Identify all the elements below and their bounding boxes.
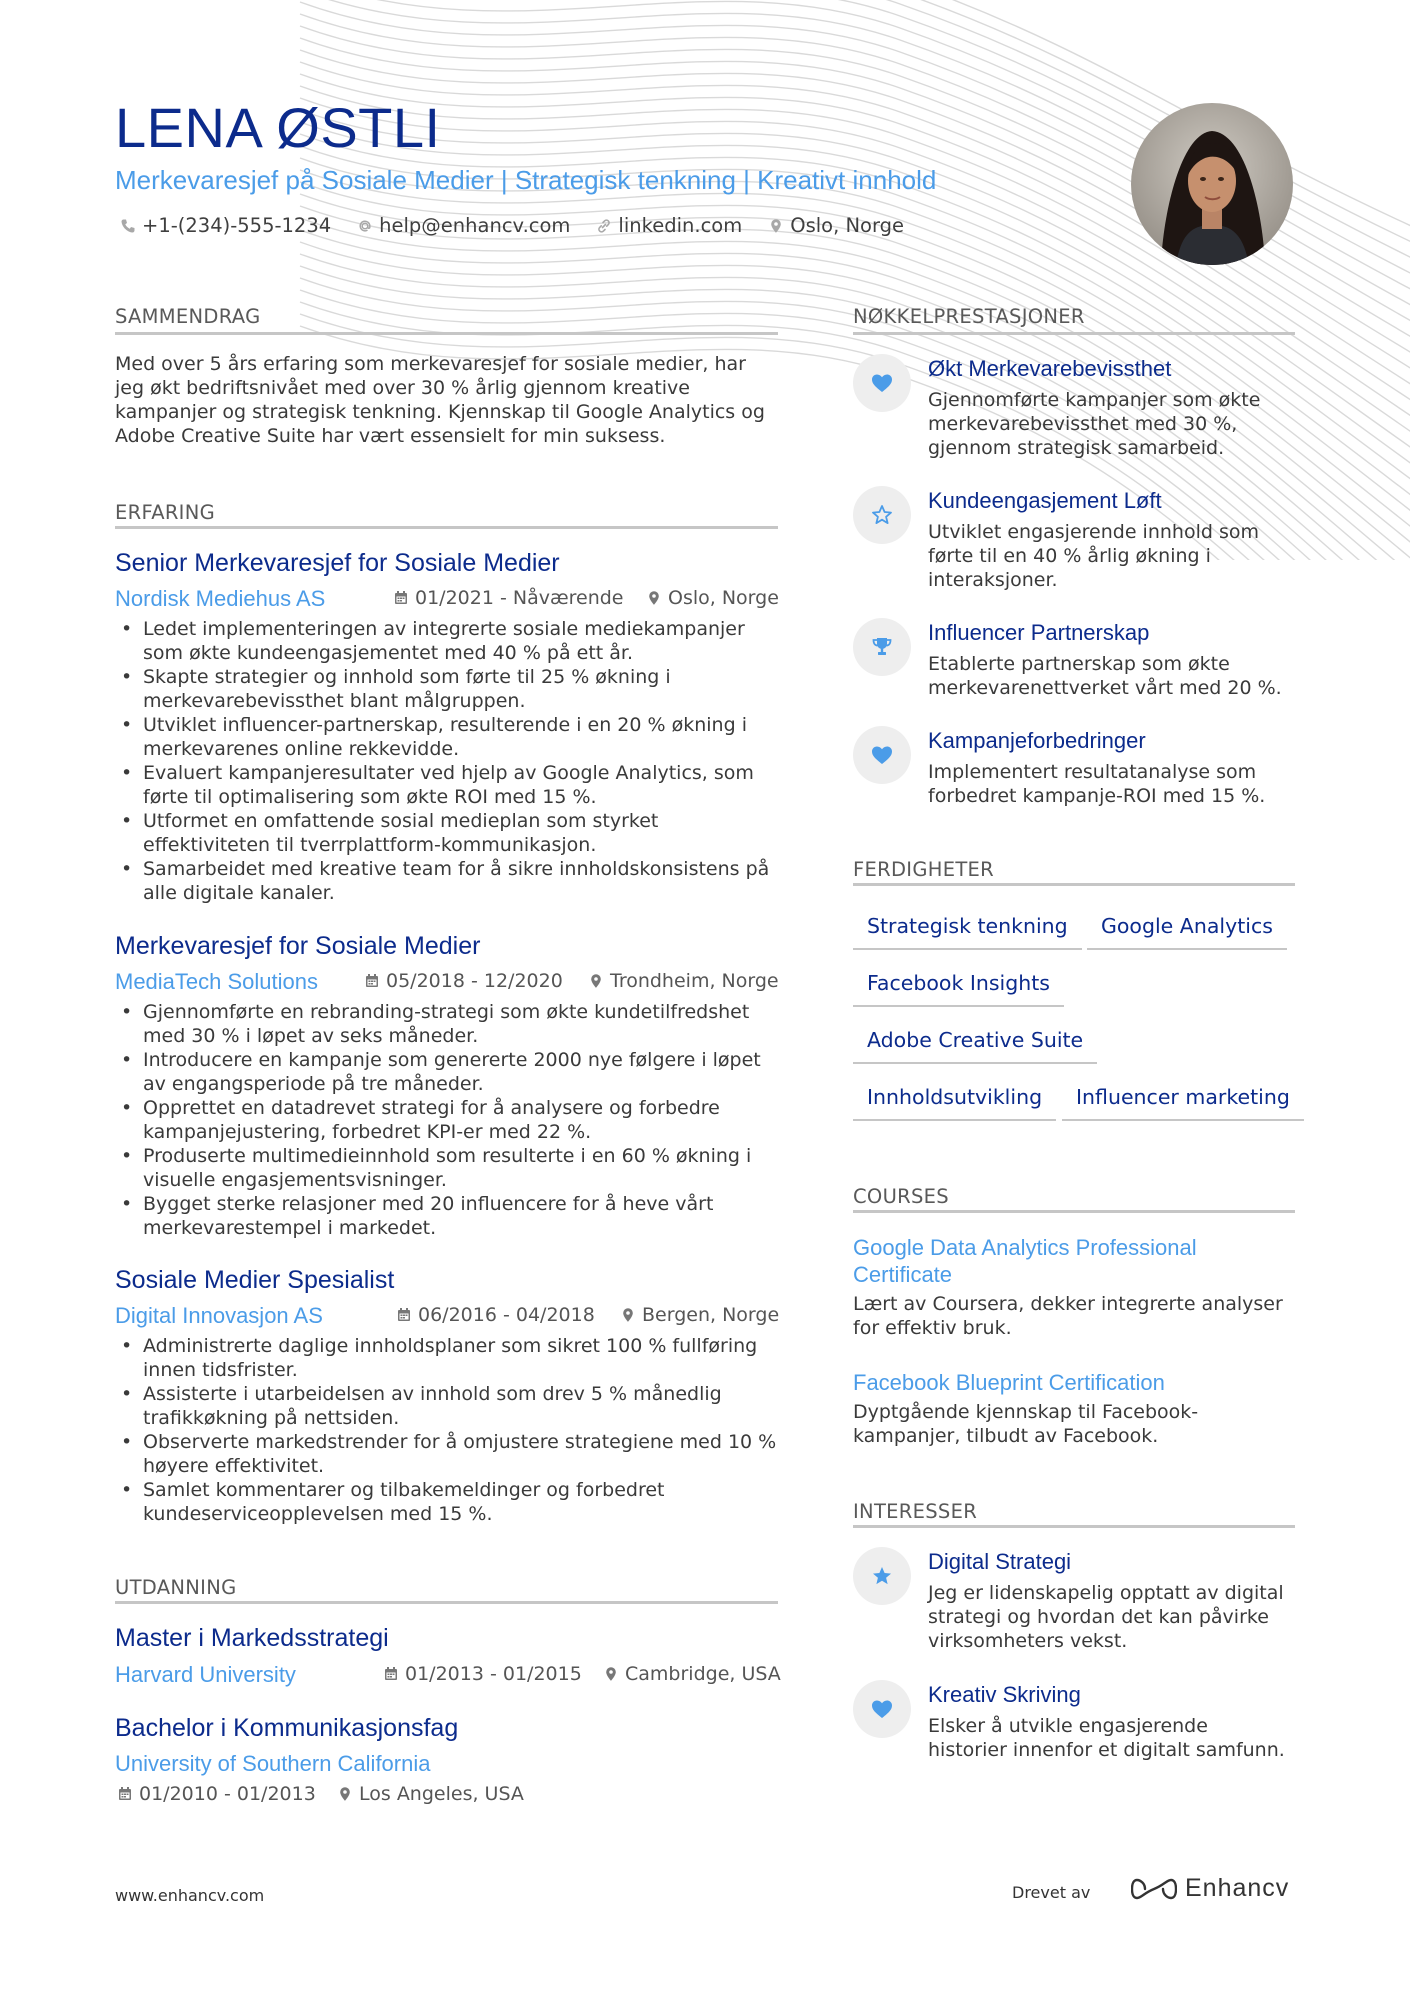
course-desc: Lært av Coursera, dekker integrerte analyser for effektiv bruk. [853, 1293, 1283, 1339]
location-icon [337, 1786, 353, 1802]
job-bullet: • Produserte multimedieinnhold som resulterte i en 60 % økning i visuelle engasjementsvisninger. [115, 1144, 778, 1192]
job-location [588, 970, 779, 992]
job-bullet: • Opprettet en datadrevet strategi for å analysere og forbedre kampanjejustering, forbedret KPI-er med 22 %. [115, 1096, 778, 1144]
contact-list [120, 214, 904, 237]
job-title: Merkevaresjef for Sosiale Medier [115, 932, 481, 960]
education-school: Harvard University [115, 1662, 296, 1687]
achievement-desc: Implementert resultatanalyse som forbedret kampanje-ROI med 15 %. [928, 761, 1266, 807]
section-divider [853, 332, 1295, 335]
job-dates-text: 01/2021 - Nåværende [415, 587, 624, 609]
at-icon [357, 218, 373, 234]
education-dates-text: 01/2013 - 01/2015 [405, 1663, 582, 1685]
interest-icon-circle [853, 1547, 911, 1605]
location-icon [768, 218, 784, 234]
section-title-experience: ERFARING [115, 501, 216, 524]
calendar-icon [396, 1307, 412, 1323]
achievement-desc: Utviklet engasjerende innhold som førte til en 40 % årlig økning i interaksjoner. [928, 521, 1259, 591]
job-bullet: • Samarbeidet med kreative team for å sikre innholdskonsistens på alle digitale kanaler. [115, 857, 778, 905]
education-location [603, 1663, 781, 1685]
job-bullet: • Administrerte daglige innholdsplaner som sikret 100 % fullføring innen tidsfrister. [115, 1334, 778, 1382]
candidate-name: LENA ØSTLI [115, 96, 441, 159]
job-dates [393, 587, 624, 609]
section-divider [853, 1525, 1295, 1528]
achievement-icon-circle [853, 486, 911, 544]
section-title-education: UTDANNING [115, 1576, 237, 1599]
phone-icon [120, 218, 136, 234]
skill-tag: Google Analytics [1087, 914, 1287, 950]
job-bullet: • Utformet en omfattende sosial medieplan som styrket effektiviteten til tverrplattform-kommunikasjon. [115, 809, 778, 857]
job-bullet: • Observerte markedstrender for å omjustere strategiene med 10 % høyere effektivitet. [115, 1430, 778, 1478]
calendar-icon [383, 1666, 399, 1682]
enhancv-brand-text: Enhancv [1185, 1874, 1290, 1902]
job-dates [396, 1304, 595, 1326]
link-icon [596, 218, 612, 234]
job-location-text: Trondheim, Norge [610, 970, 779, 992]
contact-linkedin[interactable] [596, 214, 742, 237]
job-bullets [115, 1334, 778, 1526]
job-dates-text: 06/2016 - 04/2018 [418, 1304, 595, 1326]
location-icon [588, 973, 604, 989]
section-divider [115, 526, 778, 529]
achievement-title: Influencer Partnerskap [928, 620, 1150, 645]
location-icon [603, 1666, 619, 1682]
job-location [646, 587, 779, 609]
achievement-icon-circle [853, 354, 911, 412]
calendar-icon [393, 590, 409, 606]
enhancv-logo-icon [1131, 1876, 1177, 1902]
course-title: Google Data Analytics Professional Certificate [853, 1235, 1197, 1287]
interest-desc: Jeg er lidenskapelig opptatt av digital strategi og hvordan det kan påvirke virksomheters vekst. [928, 1582, 1284, 1652]
education-degree: Master i Markedsstrategi [115, 1624, 389, 1652]
contact-location [768, 214, 904, 237]
star-icon [870, 1564, 894, 1588]
heart-icon [870, 371, 894, 395]
calendar-icon [364, 973, 380, 989]
achievement-title: Kampanjeforbedringer [928, 728, 1146, 753]
section-title-skills: FERDIGHETER [853, 858, 995, 881]
section-title-interests: INTERESSER [853, 1500, 978, 1523]
interest-title: Kreativ Skriving [928, 1682, 1081, 1707]
job-bullet: • Ledet implementeringen av integrerte sosiale mediekampanjer som økte kundeengasjementet med 40 % på ett år. [115, 617, 778, 665]
education-location [337, 1783, 524, 1805]
job-dates [364, 970, 563, 992]
heart-icon [870, 1697, 894, 1721]
trophy-icon [870, 635, 894, 659]
skill-tag: Innholdsutvikling [853, 1085, 1056, 1121]
summary-text: Med over 5 års erfaring som merkevaresjef for sosiale medier, har jeg økt bedriftsnivået med over 30 % årlig gjennom kreative kampanjer og strategisk tenkning. Kjennskap til Google Analytics og Adobe Creative Suite har vært essensielt for min suksess. [115, 353, 765, 447]
job-bullet: • Bygget sterke relasjoner med 20 influencere for å heve vårt merkevarestempel i markedet. [115, 1192, 778, 1240]
achievement-icon-circle [853, 618, 911, 676]
contact-phone-text: +1-(234)-555-1234 [142, 214, 332, 237]
education-school: University of Southern California [115, 1751, 431, 1776]
achievement-icon-circle [853, 726, 911, 784]
job-bullets [115, 617, 778, 905]
achievement-desc: Etablerte partnerskap som økte merkevarenettverket vårt med 20 %. [928, 653, 1282, 699]
achievement-desc: Gjennomførte kampanjer som økte merkevarebevissthet med 30 %, gjennom strategisk samarbeid. [928, 389, 1261, 459]
calendar-icon [117, 1786, 133, 1802]
achievement-title: Kundeengasjement Løft [928, 488, 1162, 513]
section-title-summary: SAMMENDRAG [115, 305, 261, 328]
education-location-text: Cambridge, USA [625, 1663, 781, 1685]
contact-phone[interactable] [120, 214, 331, 237]
job-bullet: • Evaluert kampanjeresultater ved hjelp av Google Analytics, som førte til optimalisering som økte ROI med 15 %. [115, 761, 778, 809]
candidate-tagline: Merkevaresjef på Sosiale Medier | Strategisk tenkning | Kreativt innhold [115, 165, 937, 195]
job-bullets [115, 1000, 778, 1240]
course-desc: Dyptgående kjennskap til Facebook-kampanjer, tilbudt av Facebook. [853, 1401, 1199, 1447]
course-title: Facebook Blueprint Certification [853, 1370, 1165, 1395]
job-company: Nordisk Mediehus AS [115, 586, 326, 611]
contact-location-text: Oslo, Norge [790, 214, 905, 237]
education-location-text: Los Angeles, USA [359, 1783, 524, 1805]
skill-tag: Adobe Creative Suite [853, 1028, 1097, 1064]
job-location [620, 1304, 779, 1326]
profile-photo [1131, 103, 1293, 265]
job-bullet: • Utviklet influencer-partnerskap, resulterende i en 20 % økning i merkevarenes online rekkevidde. [115, 713, 778, 761]
footer-website[interactable]: www.enhancv.com [115, 1886, 265, 1905]
job-bullet: • Introducere en kampanje som genererte 2000 nye følgere i løpet av engangsperiode på tre måneder. [115, 1048, 778, 1096]
education-dates-text: 01/2010 - 01/2013 [139, 1783, 316, 1805]
section-title-achievements: NØKKELPRESTASJONER [853, 305, 1085, 328]
job-company: MediaTech Solutions [115, 969, 319, 994]
interest-title: Digital Strategi [928, 1549, 1072, 1574]
job-bullet: • Skapte strategier og innhold som førte til 25 % økning i merkevarebevissthet blant målgruppen. [115, 665, 778, 713]
job-bullet: • Samlet kommentarer og tilbakemeldinger og forbedret kundeserviceopplevelsen med 15 %. [115, 1478, 778, 1526]
enhancv-logo[interactable] [1131, 1874, 1289, 1903]
skill-tag: Influencer marketing [1062, 1085, 1304, 1121]
education-dates [117, 1783, 316, 1805]
job-title: Sosiale Medier Spesialist [115, 1266, 395, 1294]
interest-desc: Elsker å utvikle engasjerende historier innenfor et digitalt samfunn. [928, 1715, 1285, 1761]
location-icon [620, 1307, 636, 1323]
contact-linkedin-text: linkedin.com [618, 214, 743, 237]
interest-icon-circle [853, 1680, 911, 1738]
job-company: Digital Innovasjon AS [115, 1303, 323, 1328]
job-dates-text: 05/2018 - 12/2020 [386, 970, 563, 992]
contact-email[interactable] [357, 214, 570, 237]
skill-tag: Strategisk tenkning [853, 914, 1082, 950]
skill-tag: Facebook Insights [853, 971, 1064, 1007]
achievement-title: Økt Merkevarebevissthet [928, 356, 1172, 381]
education-dates [383, 1663, 582, 1685]
job-location-text: Bergen, Norge [642, 1304, 780, 1326]
section-title-courses: COURSES [853, 1185, 949, 1208]
contact-email-text: help@enhancv.com [379, 214, 571, 237]
star-outline-icon [870, 503, 894, 527]
heart-icon [870, 743, 894, 767]
job-bullet: • Gjennomførte en rebranding-strategi som økte kundetilfredshet med 30 % i løpet av seks måneder. [115, 1000, 778, 1048]
section-divider [115, 1601, 778, 1604]
education-degree: Bachelor i Kommunikasjonsfag [115, 1714, 459, 1742]
job-location-text: Oslo, Norge [668, 587, 779, 609]
location-icon [646, 590, 662, 606]
section-divider [115, 332, 778, 335]
footer-powered-by: Drevet av [1012, 1883, 1091, 1902]
section-divider [853, 883, 1295, 886]
section-divider [853, 1210, 1295, 1213]
job-bullet: • Assisterte i utarbeidelsen av innhold som drev 5 % månedlig trafikkøkning på nettsiden. [115, 1382, 778, 1430]
job-title: Senior Merkevaresjef for Sosiale Medier [115, 549, 560, 577]
